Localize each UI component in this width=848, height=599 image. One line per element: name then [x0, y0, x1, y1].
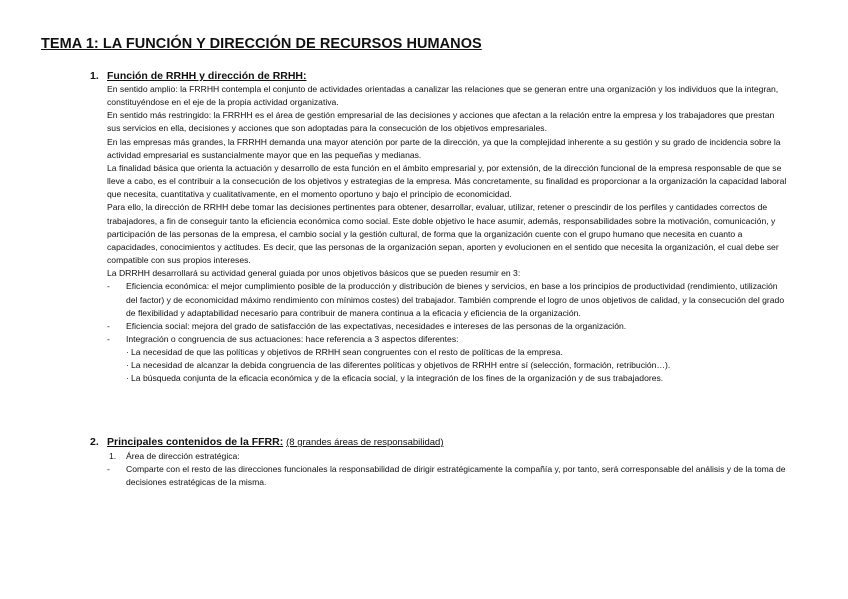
page-title: TEMA 1: LA FUNCIÓN Y DIRECCIÓN DE RECURSOS HUMANOS [41, 36, 482, 52]
paragraph: En sentido amplio: la FRRHH contempla el conjunto de actividades orientadas a canalizar las relaciones que se generan entre una organización y los individuos que la integran, constituyéndose en el eje de la propia actividad organizativa. [107, 84, 779, 108]
section-2-subtitle: (8 grandes áreas de responsabilidad) [286, 437, 444, 448]
section-1-number: 1. [90, 70, 99, 82]
section-2 [90, 435, 788, 489]
section-2-body [107, 450, 788, 489]
section-2-number: 2. [90, 436, 99, 448]
list-item: - Eficiencia social: mejora del grado de satisfacción de las expectativas, necesidades e intereses de las personas de la organización. [107, 320, 788, 333]
section-1-title: Función de RRHH y dirección de RRHH: [107, 70, 307, 82]
list-item: · La búsqueda conjunta de la eficacia económica y de la eficacia social, y la integración de los fines de la organización y de sus trabajadores. [126, 372, 788, 385]
section-2-heading [90, 435, 788, 450]
list-item [107, 450, 788, 463]
areas-list [107, 450, 788, 463]
area-details-list [107, 463, 788, 489]
paragraph: La DRRHH desarrollará su actividad general guiada por unos objetivos básicos que se pueden resumir en 3: [107, 268, 521, 279]
objectives-list [107, 280, 788, 346]
list-item-number: 1. [109, 451, 117, 461]
list-item: · La necesidad de que las políticas y objetivos de RRHH sean congruentes con el resto de políticas de la empresa. [126, 346, 788, 359]
paragraph: Para ello, la dirección de RRHH debe tomar las decisiones pertinentes para obtener, desarrollar, evaluar, utilizar, retener o prescindir de los perfiles y cantidades correctos de trabajadores, a fin de conseguir tanto la eficiencia económica como social. Este doble objetivo le hace asumir, además, responsabilidades sobre la motivación, comunicación, y participación de las personas de la empresa, el cambio social y la gestión cultural, de forma que la organización cuente con el grupo humano que necesita en cuanto a capacidades, conocimientos y actitudes. Es decir, que las personas de la organización sepan, aporten y evolucionen en el sentido que necesita la organización, el cual debe ser compatible con sus propios intereses. [107, 202, 779, 266]
list-item: - Comparte con el resto de las direcciones funcionales la responsabilidad de dirigir estratégicamente la compañía y, por tanto, será corresponsable del análisis y de la toma de decisiones estratégicas de la misma. [107, 463, 788, 489]
paragraph: En las empresas más grandes, la FRRHH demanda una mayor atención por parte de la dirección, ya que la complejidad inherente a su gestión y su grado de incidencia sobre la actividad empresarial es sustancialmente mayor que en las pequeñas y medianas. [107, 136, 781, 160]
section-1-body [107, 83, 788, 386]
paragraph: En sentido más restringido: la FRRHH es el área de gestión empresarial de las decisiones y acciones que afectan a la relación entre la empresa y los trabajadores que prestan sus servicios en ella, decisiones y acciones que son adoptadas para la consecución de los objetivos empresariales. [107, 110, 775, 134]
list-item-text: Área de dirección estratégica: [126, 451, 240, 461]
paragraph: La finalidad básica que orienta la actuación y desarrollo de esta función en el ámbito empresarial y, por extensión, de la dirección funcional de la empresa responsable de que se lleve a cabo, es el contribuir a la consecución de los objetivos y estrategias de la empresa. Más concretamente, su finalidad es proporcionar a la organización la capacidad laboral que necesita, cuantitativa y cualitativamente, en el momento oportuno y bajo el principio de economicidad. [107, 162, 787, 200]
list-item: · La necesidad de alcanzar la debida congruencia de las diferentes políticas y objetivos de RRHH entre sí (selección, formación, retribución…). [126, 359, 788, 372]
section-1 [90, 69, 788, 386]
list-item: - Eficiencia económica: el mejor cumplimiento posible de la producción y distribución de bienes y servicios, en base a los principios de productividad (rendimiento, utilización del factor) y de economicidad máximo rendimiento con mínimos costes) del trabajador. También comprende el logro de unos objetivos de calidad, y la consecución del grado de flexibilidad y adaptabilidad necesario para contribuir de manera continua a la eficacia y eficiencia de la organización. [107, 280, 788, 319]
section-1-heading [90, 69, 788, 83]
section-2-title: Principales contenidos de la FFRR: [107, 436, 284, 448]
list-item: - Integración o congruencia de sus actuaciones: hace referencia a 3 aspectos diferentes: [107, 333, 788, 346]
integration-aspects-list [107, 346, 788, 385]
